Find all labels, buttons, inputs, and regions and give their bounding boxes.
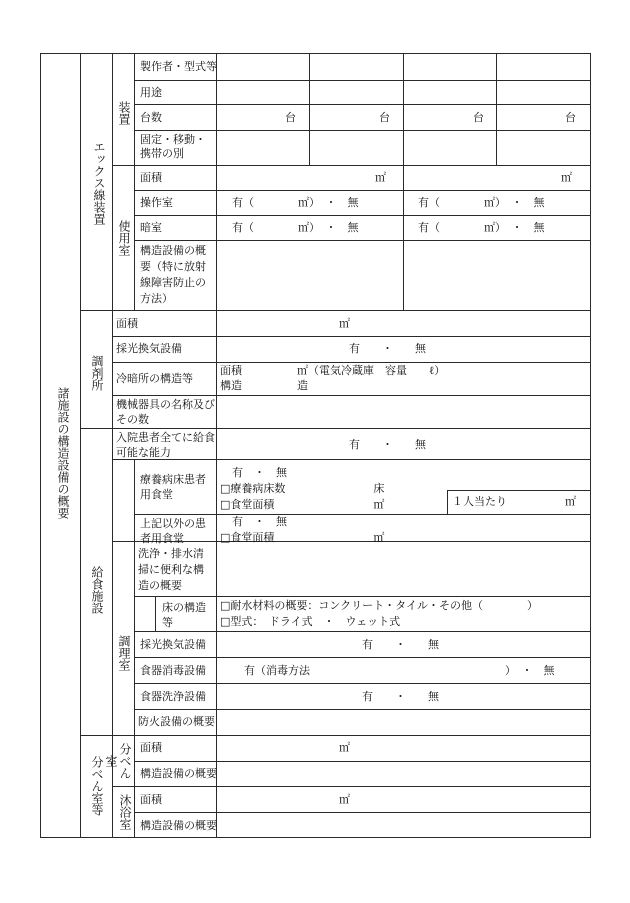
row-line: [134, 596, 590, 597]
dispensary-lighting-value: 有 ・ 無: [349, 342, 426, 355]
row-line: [112, 362, 590, 363]
col-line: [309, 53, 310, 165]
wash-label: 洗浄・排水清掃に便利な構造の概要: [138, 547, 204, 592]
xray-title: エックス線装置: [92, 141, 106, 225]
dish-wash-label: 食器洗浄設備: [140, 690, 206, 703]
meal-title: 給食施設: [90, 566, 104, 614]
other-dining-label: 上記以外の患者用食堂: [140, 517, 206, 545]
dish-wash-value: 有 ・ 無: [362, 690, 439, 703]
fire-label: 防火設備の概要: [138, 715, 215, 728]
bath-area-label: 面積: [140, 793, 162, 806]
floor-line1: □耐水材料の概要：コンクリート・タイル・その他（ ）: [220, 599, 538, 612]
col-line: [134, 541, 135, 735]
dark-room-label: 暗室: [140, 221, 162, 234]
count-unit-4: 台: [565, 111, 576, 124]
row-line: [80, 428, 590, 429]
frame-right: [590, 53, 591, 838]
bath-structure-label: 構造設備の概要: [140, 819, 217, 832]
dark-room-value-1: 有（ ㎡） ・ 無: [232, 221, 359, 234]
kitchen-lighting-label: 採光換気設備: [140, 638, 206, 651]
count-unit-1: 台: [285, 111, 296, 124]
xray-room-title: 使用室: [117, 220, 131, 256]
control-room-value-2: 有（ ㎡） ・ 無: [418, 196, 545, 209]
control-room-value-1: 有（ ㎡） ・ 無: [232, 196, 359, 209]
ward-line3: □食堂面積 ㎡: [220, 498, 385, 511]
count-unit-2: 台: [379, 111, 390, 124]
per-person-unit: ㎡: [565, 495, 576, 508]
row-line: [447, 490, 590, 491]
col-line: [216, 53, 217, 838]
disinfect-tail: ） ・ 無: [505, 664, 555, 677]
ward-line1: 有 ・ 無: [232, 466, 287, 479]
row-line: [134, 683, 590, 684]
row-line: [80, 735, 590, 736]
structure-overview-label: 構造設備の概要（特に放射線障害防止の方法）: [140, 244, 206, 305]
dark-room-value-2: 有（ ㎡） ・ 無: [418, 221, 545, 234]
count-unit-3: 台: [473, 111, 484, 124]
room-area-label: 面積: [140, 171, 162, 184]
col-line: [447, 490, 448, 515]
ward-dining-label: 療養病床患者用食堂: [140, 473, 206, 501]
dispensary-area-unit: ㎡: [339, 317, 350, 330]
row-line: [134, 657, 590, 658]
other-line1: 有 ・ 無: [232, 515, 287, 528]
col-line: [134, 53, 135, 310]
bath-area-unit: ㎡: [339, 793, 350, 806]
mobility-label: 固定・移動・携帯の別: [140, 133, 206, 160]
bath-room-title: 沐浴室: [118, 794, 132, 830]
row-line: [134, 190, 590, 191]
disinfect-label: 食器消毒設備: [140, 664, 206, 677]
cool-dark-line2: 構造 造: [220, 379, 308, 392]
row-line: [112, 786, 590, 787]
section-title: 諸施設の構造設備の概要: [56, 387, 70, 519]
row-line: [134, 514, 447, 515]
delivery-structure-label: 構造設備の概要: [140, 767, 217, 780]
col-line: [134, 459, 135, 541]
xray-device-title: 装置: [117, 101, 131, 125]
row-line: [134, 761, 590, 762]
dispensary-title: 調剤所: [90, 355, 104, 391]
control-room-label: 操作室: [140, 196, 173, 209]
kitchen-lighting-value: 有 ・ 無: [362, 638, 439, 651]
purpose-label: 用途: [140, 86, 162, 99]
room-area-unit-2: ㎡: [561, 171, 572, 184]
floor-line2: □型式： ドライ式 ・ ウェット式: [220, 615, 401, 628]
row-line: [134, 130, 590, 131]
equipment-label: 機械器具の名称及びその数: [116, 398, 215, 426]
cool-dark-label: 冷暗所の構造等: [116, 372, 193, 385]
row-line: [134, 215, 590, 216]
frame-left: [40, 53, 41, 838]
col-line: [403, 53, 404, 165]
dispensary-lighting-label: 採光換気設備: [116, 342, 182, 355]
count-label: 台数: [140, 111, 162, 124]
row-line: [80, 310, 590, 311]
capacity-value: 有 ・ 無: [349, 438, 426, 451]
ward-line2: □療養病床数 床: [220, 482, 385, 495]
row-line: [447, 514, 590, 515]
col-line: [112, 53, 113, 838]
row-line: [134, 812, 590, 813]
row-line: [134, 104, 590, 105]
disinfect-value: 有（消毒方法: [244, 664, 310, 677]
other-line2: □食堂面積 ㎡: [220, 531, 385, 544]
delivery-title: 分べん室等: [90, 756, 104, 816]
cool-dark-line1: 面積 ㎡（電気冷蔵庫 容量 ℓ）: [220, 364, 446, 377]
delivery-area-unit: ㎡: [339, 741, 350, 754]
col-line: [496, 53, 497, 165]
row-line: [112, 336, 590, 337]
row-line: [112, 395, 590, 396]
row-line: [134, 631, 590, 632]
frame-bottom: [40, 837, 591, 838]
row-line: [134, 240, 590, 241]
row-line: [112, 165, 590, 166]
row-line: [134, 709, 590, 710]
room-area-unit-1: ㎡: [375, 171, 386, 184]
delivery-room-title: 分べん室: [104, 743, 132, 779]
floor-label: 床の構造等: [162, 601, 206, 629]
per-person-label: １人当たり: [452, 495, 507, 508]
col-line: [403, 165, 404, 310]
dispensary-area-label: 面積: [116, 317, 138, 330]
delivery-area-label: 面積: [140, 741, 162, 754]
row-line: [134, 80, 590, 81]
frame-top: [40, 53, 591, 54]
maker-model-label: 製作者・型式等: [140, 60, 217, 73]
col-line: [155, 596, 156, 631]
kitchen-title: 調理室: [117, 635, 131, 671]
capacity-label: 入院患者全てに給食可能な能力: [116, 431, 215, 459]
col-line: [80, 53, 81, 838]
